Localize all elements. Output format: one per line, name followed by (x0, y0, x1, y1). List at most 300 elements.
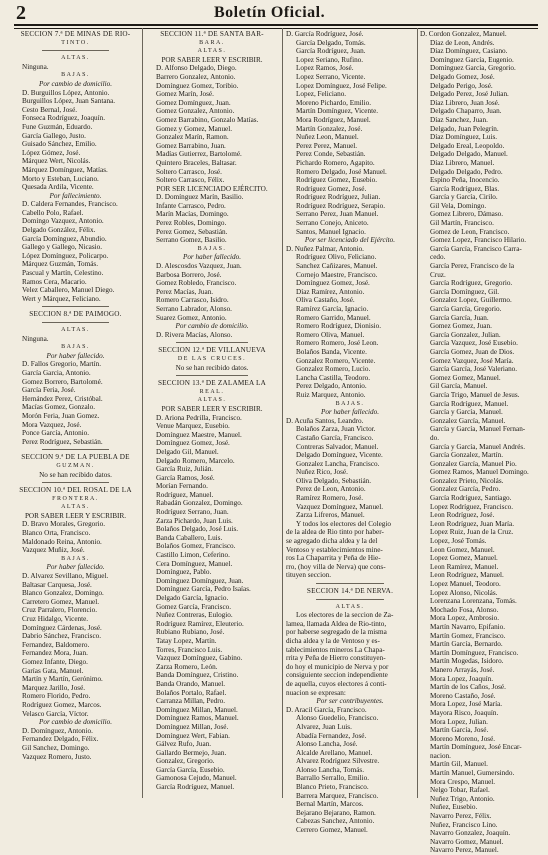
text-line: Maldonado Reina, Antonio. (22, 537, 102, 546)
text-line: Cabello Polo, Rafael. (22, 208, 84, 217)
text-line: Díaz Domínguez, Casiano. (430, 47, 508, 56)
text-line: Castaño García, Francisco. (296, 433, 374, 442)
text-line: Mayora Risco, Joaquín. (430, 708, 499, 717)
section-rule (316, 583, 384, 584)
text-line: ALTAS. (61, 327, 90, 333)
text-line: Venue Marquez, Eusebio. (156, 422, 230, 431)
text-line: D. Cordon Gonzalez, Manuel. (420, 30, 507, 38)
text-line: Romero Garrido, Manuel. (296, 313, 371, 322)
text-line: se agregado dicha aldea y la del (286, 537, 378, 546)
text-line: Navarro Perez, Félix. (430, 812, 492, 821)
text-line: Rodríguez Gomez, Marcos. (22, 700, 102, 709)
text-line: Gonzalez García, Manuel Pio. (430, 459, 517, 468)
text-line: Banda Caballero, Luis. (156, 533, 223, 542)
text-line: Banda Orando, Manuel. (156, 679, 226, 688)
text-line: Domínguez García, Eugenio. (430, 55, 514, 64)
text-line: Bolaños Gomez, Francisco. (156, 542, 236, 551)
text-line: Domínguez Wert, Fabian. (156, 731, 230, 740)
text-line: García García, Juan. (430, 313, 489, 322)
text-line: D. Burguillos López, Antonio. (22, 88, 110, 97)
text-line: Gálvez Rufo, Juan. (156, 740, 212, 749)
text-line: Domínguez Millan, Manuel. (156, 705, 238, 714)
text-line: Delgado Gomez, José. (430, 72, 495, 81)
section-rule (176, 375, 248, 376)
text-line: Rubiano Rubiano, José. (156, 628, 225, 637)
text-line: Bernal Martín, Marcos. (296, 800, 364, 809)
text-line: Martín Mogedas, Isidoro. (430, 657, 504, 666)
section-heading: SECCION 14.ª DE NERVA. (306, 587, 394, 595)
text-line: Alonso Lancha, José. (296, 740, 358, 749)
text-line: Domínguez Gomez, Toribio. (156, 81, 239, 90)
text-line: Pichardo Romero, Agapito. (296, 158, 375, 167)
text-line: Nuñez Trigo, Antonio. (430, 794, 495, 803)
text-line: Lorenzana Lorenzana, Tomás. (430, 597, 517, 606)
text-line: Perez Macías, Juan. (156, 287, 214, 296)
text-line: Ruiz Marquez, Antonio. (296, 390, 366, 399)
text-line: Marquez Jarillo, José. (22, 683, 86, 692)
text-line: Gil Vela, Domingo. (430, 201, 487, 210)
text-line: Díaz Librero, Manuel. (430, 158, 495, 167)
text-line: García y García, Manuel. (430, 408, 503, 417)
text-line: Lancha Castilla, Teodoro. (296, 373, 371, 382)
text-line: Leon Ramírez, Manuel. (430, 562, 499, 571)
text-line: Fernandez Mora, Juan. (22, 649, 88, 658)
section-rule (42, 50, 109, 51)
text-line: Bolaños Portalo, Rafael. (156, 688, 227, 697)
text-line: Nuñez, Eusebio. (430, 803, 478, 812)
text-line: D. Alfonso Delgado, Diego. (156, 64, 237, 73)
text-line: Delgado Perez, José Julian. (430, 90, 509, 99)
section-heading: SECCION 12.ª DE VILLANUEVA (158, 346, 266, 355)
text-line: García Ruiz, Julián. (156, 465, 214, 474)
text-column-3 (286, 30, 414, 835)
text-line: ALTAS. (61, 504, 90, 511)
text-line: rro, (hoy villa de Nerva) que cons- (286, 562, 386, 571)
text-line: Lopez Gomez, Manuel. (430, 554, 498, 563)
text-line: Mora Lopez, Julian. (430, 717, 488, 726)
text-line: Martín Domínguez, José Encar- (430, 743, 522, 752)
text-line: García Gonzalez, Julian. (430, 330, 501, 339)
text-line: Alonso Guedelio, Francisco. (296, 714, 379, 723)
text-line: Moreno Castaño, José. (430, 691, 496, 700)
text-line: Rodríguez Gomez, José. (296, 184, 367, 193)
text-line: García García, Eusebio. (156, 765, 225, 774)
text-line: Barrallo Serrallo, Emilio. (296, 774, 370, 783)
text-line: García Rodríguez, Manuel. (156, 783, 235, 792)
text-line: Lopez Seriano, Rufino. (296, 55, 364, 64)
text-line: consiguiente seccion independiente (286, 671, 388, 680)
text-line: Díaz Ramírez, Antonio. (296, 287, 365, 296)
text-line: ALTAS. (197, 48, 227, 55)
text-line: D. Caldera Fernandes, Francisco. (22, 200, 118, 209)
text-line: Lopez Ramos, José. (296, 64, 354, 73)
text-line: Márquez Guzmán, Tomás. (22, 260, 99, 269)
text-line: Por haber fallecido. (320, 408, 380, 417)
text-line: do hoy el municipio de Nerva y por (286, 662, 389, 671)
text-line: BAJAS. (61, 72, 90, 79)
text-line: Gonzalez Romero, Lucio. (296, 365, 371, 374)
text-line: Contreras Salvador, Manuel. (296, 442, 379, 451)
text-line: Cruz. (430, 270, 446, 279)
text-line: Gonzalez Prieto, Nicolás. (430, 476, 504, 485)
text-line: D. Aracil García, Francisco. (286, 705, 367, 714)
text-line: Morían Fernando. (156, 482, 208, 491)
text-line: D. Nuñez Palmar, Antonio. (286, 244, 364, 253)
text-column-4 (420, 30, 542, 855)
text-line: Gil García, Manuel. (430, 382, 488, 391)
text-line: Rabadán Gonzalez, Domingo. (156, 499, 243, 508)
text-line: Barrera Marquez, Francisco. (296, 791, 379, 800)
text-line: García Gallego, Justo. (22, 131, 86, 140)
text-line: Torres, Francisco Luis. (156, 645, 223, 654)
text-line: Gallardo Bermejo, Juan. (156, 748, 227, 757)
text-line: Gomez Marín, José. (156, 90, 214, 99)
text-line: Lopez Serrano, Vicente. (296, 72, 366, 81)
section-rule (42, 449, 109, 450)
text-line: Soltero Carrasco, Félix. (156, 176, 225, 185)
text-line: García Rodríguez, Juan. (296, 47, 366, 56)
text-line: ALTAS. (335, 603, 365, 610)
text-line: D. Ariona Pedrilla, Francisco. (156, 413, 242, 422)
text-line: Zarza Pichardo, Juan Luis. (156, 516, 233, 525)
text-line: Mochado Fosa, Alonso. (430, 605, 499, 614)
text-line: Macías Gomez, Gonzalo. (22, 403, 96, 412)
text-line: rrita y Peña de Hierro constituyen- (286, 654, 386, 663)
text-line: Martín Gil, Manuel. (430, 760, 488, 769)
text-line: Guisado Sánchez, Emilio. (22, 140, 97, 149)
text-line: Delgado Perigo, José. (430, 81, 493, 90)
text-line: García Feria, José. (22, 386, 76, 395)
text-line: D. Fallos Gregorio, Martín. (22, 360, 102, 369)
text-line: Domínguez Gomez, José. (156, 439, 230, 448)
text-line: Por ser contribuyentes. (316, 697, 384, 706)
text-line: Moreno Moreno, José. (430, 734, 496, 743)
text-line: García y García, Cirilo. (430, 193, 498, 202)
text-line: Quesada Ardila, Vicente. (22, 183, 94, 192)
text-line: Perez Gomez, Sebastián. (156, 227, 228, 236)
text-line: Lopez Ruiz, Juan de la Cruz. (430, 528, 514, 537)
text-line: por haberse segregado de la misma (286, 628, 387, 637)
text-line: Díaz Librero, Juan José. (430, 98, 500, 107)
text-line: tituyen seccion. (286, 571, 332, 580)
text-line: Los electores de la seccion de Za- (296, 611, 394, 620)
text-line: Blanco Prieto, Francisco. (296, 783, 369, 792)
text-line: Por cambio de domicilio. (38, 79, 113, 88)
text-line: Delgado Delgado, Manuel. (430, 150, 508, 159)
text-line: Leon Rodríguez, José. (430, 511, 495, 520)
text-line: Romero Rodríguez, Dionisio. (296, 322, 382, 331)
section-heading: SECCION 13.ª DE ZALAMEA LA (157, 379, 266, 388)
text-line: Gallego y Gallego, Nicasio. (22, 243, 103, 252)
text-line: de aquella, cuyos electores á conti- (286, 679, 387, 688)
text-line: de la aldea de Rio tinto por haber- (286, 528, 384, 537)
text-line: Gonzalez, Gregorio. (156, 757, 215, 766)
text-line: Cornejo Maestre, Francisco. (296, 270, 378, 279)
text-line: Lopez Domínguez, José Felipe. (296, 81, 387, 90)
text-line: Tatay Lopez, Martín. (156, 636, 217, 645)
text-line: Ramos Cera, Macario. (22, 277, 87, 286)
text-line: D. Alvarez Sevillano, Miguel. (22, 572, 109, 581)
text-line: Vazquez Domínguez, Gabino. (156, 654, 243, 663)
text-line: Perez Rodríguez, Sebastián. (22, 437, 103, 446)
text-line: Rodríguez Gomez, Eusebio. (296, 176, 378, 185)
text-line: Cabezas Sanchez, Antonio. (296, 817, 375, 826)
text-line: Márquez Wert, Nicolás. (22, 157, 91, 166)
text-line: Wert y Márquez, Feliciano. (22, 294, 101, 303)
text-line: Pascual y Martín, Celestino. (22, 269, 104, 278)
text-line: Romero Carrasco, Isidro. (156, 296, 229, 305)
text-line: Lopez Rodríguez, Francisco. (430, 502, 514, 511)
text-line: Garías Gata, Manuel. (22, 666, 84, 675)
text-line: D. Domínguez Marín, Basilio. (156, 193, 244, 202)
text-line: Banda Domínguez, Cristino. (156, 671, 239, 680)
text-line: Gomez Domínguez, Juan. (156, 98, 231, 107)
text-line: Manero Arrayás, José. (430, 665, 495, 674)
text-line: Domínguez García, Gregorio. (430, 64, 516, 73)
text-line: D. Alescosdos Vazquez, Juan. (156, 262, 242, 271)
text-line: Delgado González, Félix. (22, 226, 96, 235)
text-line: Gonzalez García, Manuel. (430, 416, 506, 425)
text-line: Por cambio de domicilio. (38, 718, 113, 727)
text-line: Martín de los Caños, José. (430, 683, 506, 692)
text-line: Blanco Orta, Francisco. (22, 529, 91, 538)
page-number: 2 (16, 2, 26, 24)
text-line: Nelgo Tobar, Rafael. (430, 786, 490, 795)
text-line: Romero Oliva, Manuel. (296, 330, 365, 339)
text-line: García García, José Valeriano. (430, 365, 518, 374)
text-line: Por fallecimiento. (49, 191, 102, 200)
text-line: Leon Gomez, Manuel. (430, 545, 495, 554)
text-line: Martín Domínguez, Vicente. (296, 107, 379, 116)
text-line: Romero Delgado, José Manuel. (296, 167, 387, 176)
text-line: Dabrio Sánchez, Francisco. (22, 632, 102, 641)
text-line: Alcalde Arellano, Manuel. (296, 748, 373, 757)
text-line: Por ser licenciado del Ejército. (304, 236, 396, 245)
section-heading: SECCION 7.ª DE MINAS DE RIO- (20, 30, 131, 38)
text-line: Martín Domínguez, Francisco. (430, 648, 519, 657)
text-line: Rodríguez Rodríguez, Julian. (296, 193, 381, 202)
text-line: Gomez Ramos, Manuel Domingo. (430, 468, 529, 477)
text-line: Blanco Gonzalez, Domingo. (22, 589, 104, 598)
text-line: Leon Rodríguez, Manuel. (430, 571, 504, 580)
text-line: Carranza Millan, Pedro. (156, 697, 226, 706)
header-rule (14, 24, 538, 29)
text-line: Gonzalez García, Pedro. (430, 485, 501, 494)
text-line: Burguillos López, Juan Santana. (22, 97, 116, 106)
text-line: García y García, Manuel Andrés. (430, 442, 525, 451)
text-line: Serrano Conejo, Aniceto. (296, 219, 369, 228)
text-line: Oliva Delgado, Sebastián. (296, 476, 372, 485)
text-line: D. García Rodríguez, José. (286, 30, 364, 38)
text-line: Cesto Bernal, José. (22, 105, 78, 114)
text-line: García Delgado, Tomás. (296, 38, 366, 47)
text-line: Gomez Lopez, Francisco Hilario. (430, 236, 526, 245)
text-line: Ramírez García, Ignacio. (296, 305, 369, 313)
text-line: Romero Romero, José Leon. (296, 339, 379, 348)
section-heading: SECCION 9.ª DE LA PUEBLA DE (21, 453, 130, 462)
text-line: Castillo Limon, Ceferino. (156, 551, 230, 560)
text-line: Gomez Barrabino, Gonzalo Matías. (156, 115, 259, 124)
text-line: Nuñez Leon, Manuel. (296, 133, 359, 142)
text-line: Baltasar Carquesa, José. (22, 580, 92, 589)
text-column-1 (12, 30, 139, 798)
text-line: Cera Domínguez, Manuel. (156, 559, 233, 568)
text-line: Delgado Romero, Marcelo. (156, 456, 235, 465)
text-line: Gomez Gomez, Manuel. (430, 373, 501, 382)
text-line: Vazquez Muñiz, José. (22, 546, 85, 555)
text-line: Delgado Domínguez, Vicente. (296, 451, 383, 460)
text-line: Domingo Vazquez, Antonio. (22, 217, 104, 226)
text-line: García Gomez, Juan de Dios. (430, 347, 515, 356)
text-line: Ramírez Romero, José. (296, 494, 364, 503)
text-line: nuacion se expresan: (286, 688, 346, 697)
section-heading: SECCION 8.ª DE PAIMOGO. (29, 310, 122, 319)
text-line: Delgado, Juan Pelegrín. (430, 124, 499, 133)
text-line: García García, Francisco Carra- (430, 244, 522, 253)
text-line: cedo. (430, 253, 446, 262)
text-line: Velasco García, Víctor. (22, 709, 89, 718)
text-line: Márquez Domínguez, Matías. (22, 165, 108, 174)
text-line: Domínguez García, Pedro Isaías. (156, 585, 251, 594)
text-line: POR SABER LEER Y ESCRIBIR. (161, 404, 263, 413)
text-line: Gamonosa Cejudo, Manuel. (156, 774, 237, 783)
text-line: Gonzalez Romero, Vicente. (296, 356, 376, 365)
text-line: Gil Martín, Francisco. (430, 219, 494, 228)
page-header (0, 0, 548, 26)
text-line: Por haber fallecido. (46, 563, 105, 572)
text-line: Fernandez, Baldomero. (22, 640, 90, 649)
text-line: García Garcia, Antonio. (22, 368, 91, 377)
text-line: Martín Manuel, Gumersindo. (430, 769, 515, 778)
text-line: lamea, llamada Aldea de Rio-tinto, (286, 619, 387, 628)
text-line: García Rodríguez, Gregorio. (430, 279, 513, 288)
text-line: Bolaños Zarza, Juan Victor. (296, 425, 376, 434)
text-line: Navarro Gomez, Manuel. (430, 837, 504, 846)
text-line: Martín Gomez, Francisco. (430, 631, 506, 640)
text-line: García Perez, Francisco de la (430, 262, 515, 271)
text-line: Zarza Lifreros, Manuel. (296, 511, 365, 520)
text-line: García Vazquez, José Eusebio. (430, 339, 518, 348)
text-line: No se han recibido datos. (39, 470, 112, 479)
text-line: López Domínguez, Policarpo. (22, 251, 109, 260)
section-rule (42, 482, 109, 483)
text-line: Navarro Perez, Manuel. (430, 846, 499, 855)
text-line: Bolaños Banda, Vicente. (296, 347, 367, 356)
text-line: Domínguez Maestre, Manuel. (156, 430, 242, 439)
text-line: Martín Navarro, Epifanio. (430, 622, 506, 631)
text-line: Romero Florido, Pedro. (22, 692, 91, 701)
text-line: Oliva Castaño, José. (296, 296, 355, 305)
text-line: Leon Rodríguez, Juan María. (430, 519, 515, 528)
text-line: Rodríguez, Manuel. (156, 490, 214, 499)
text-line: Quintero Braceles, Baltasar. (156, 158, 237, 167)
text-line: López Gómez, José. (22, 148, 81, 157)
text-line: Barbosa Borrero, José. (156, 270, 222, 279)
text-line: Martín García, José. (430, 726, 489, 735)
text-line: Mora Crespo, Manuel. (430, 777, 496, 786)
text-line: Mora Lopez, Ambrosio. (430, 614, 500, 623)
journal-title: Boletín Oficial. (214, 4, 326, 21)
text-line: POR SER LICENCIADO EJÉRCITO. (156, 184, 268, 193)
text-line: García Rodríguez, Santiago. (430, 494, 512, 503)
text-line: Soltero Carrasco, José. (156, 167, 222, 176)
text-line: Gomez Librero, Dámaso. (430, 210, 504, 219)
text-line: Gomez Barrabino, Juan. (156, 141, 226, 150)
text-line: Gonzalez Lopez, Guillermo. (430, 296, 512, 305)
text-line: Alvarez, Juan Luis. (296, 722, 352, 731)
text-line: Nuñez Contreras, Eulogio. (156, 611, 233, 620)
text-line: Lopez Manuel, Teodoro. (430, 580, 501, 588)
text-line: Domínguez Domínguez, Juan. (156, 576, 244, 585)
text-line: TINTO. (61, 39, 90, 46)
text-line: Gonzalez Marín, Ramon. (156, 133, 229, 142)
text-line: Perez Delgado, Antonio. (296, 382, 367, 391)
text-line: Rodríguez Ramírez, Eleuterio. (156, 619, 244, 628)
text-line: Suarez Gomez, Antonio. (156, 313, 227, 322)
text-line: Delgado Ereal, Leopoldo. (430, 141, 505, 150)
text-line: ALTAS. (197, 397, 227, 404)
text-line: Díaz de Leon, Andrés. (430, 38, 495, 47)
text-line: ALTAS. (61, 55, 90, 62)
text-line: García Rodríguez, Blas. (430, 184, 500, 193)
text-line: Díaz Sanchez, Juan. (430, 115, 488, 124)
text-line: Nuñez, Francisco Lino. (430, 820, 498, 829)
section-heading: SECCION 10.ª DEL ROSAL DE LA (19, 486, 132, 495)
text-line: Díaz Domínguez, Luis. (430, 133, 498, 142)
text-line: Mora Lopez, Joaquín. (430, 674, 494, 683)
text-line: Gomez Infante, Diego. (22, 657, 88, 666)
text-line: Domínguez Ramos, Manuel. (156, 714, 239, 723)
text-line: D. Acuña Santos, Leandro. (286, 416, 364, 425)
text-line: Hernández Perez, Cristóbal. (22, 394, 103, 403)
text-line: D. Rivera Macías, Alonso. (156, 330, 233, 339)
text-line: Gomez García, Francisco. (156, 602, 232, 611)
text-line: Domínguez Gomez, José. (296, 279, 370, 288)
text-line: Delgado Chaparro, Juan. (430, 107, 502, 116)
text-line: Alonso Lancha, Tomás. (296, 765, 365, 774)
text-line: Velez Caballero, Manuel Diego. (22, 286, 115, 295)
text-line: D. Bravo Morales, Gregorio. (22, 520, 106, 529)
text-line: Gomez Vazquez, José María. (430, 356, 514, 365)
text-line: Domínguez Cárdenas, José. (22, 623, 102, 632)
text-line: Navarro Gonzalez, Joaquín. (430, 829, 511, 838)
text-line: Y todos los electores del Colegio (296, 519, 391, 528)
text-line: Delgado García, Ignacio. (156, 594, 229, 602)
text-line: Moreno Pichardo, Emilio. (296, 98, 372, 107)
text-line: GUZMAN. (56, 462, 95, 469)
text-line: García Domínguez, Gil. (430, 287, 500, 296)
text-line: Santos, Manuel Ignacio. (296, 227, 366, 236)
text-line: Gonzalez Lancha, Francisco. (296, 459, 380, 468)
text-line: Cruz Parralero, Florencio. (22, 606, 98, 615)
text-line: Lopez Alonso, Nicolás. (430, 588, 498, 597)
column-divider (417, 28, 418, 798)
text-line: No se han recibido datos. (175, 363, 249, 372)
text-line: Vazquez Domínguez, Manuel. (296, 502, 384, 511)
text-line: Ninguna. (22, 62, 49, 71)
text-line: Por haber fallecido. (46, 351, 105, 360)
text-line: Perez Perez, Manuel. (296, 141, 358, 150)
text-line: POR SABER LEER Y ESCRIBIR. (24, 511, 127, 520)
text-line: Marín Macías, Domingo. (156, 210, 229, 219)
text-line: Gomez Borrero, Bartolomé. (22, 377, 103, 386)
text-line: Carretero Gomez, Manuel. (22, 597, 100, 606)
text-line: dicha aldea y la de Ventoso y es- (286, 636, 380, 645)
text-line: Vazquez Romero, Justo. (22, 752, 92, 761)
text-line: Bolaños Delgado, José Luis. (156, 525, 239, 534)
text-line: García Trigo, Manuel de Jesus. (430, 390, 520, 399)
text-line: Ventoso y establecimientos mine- (286, 545, 383, 554)
